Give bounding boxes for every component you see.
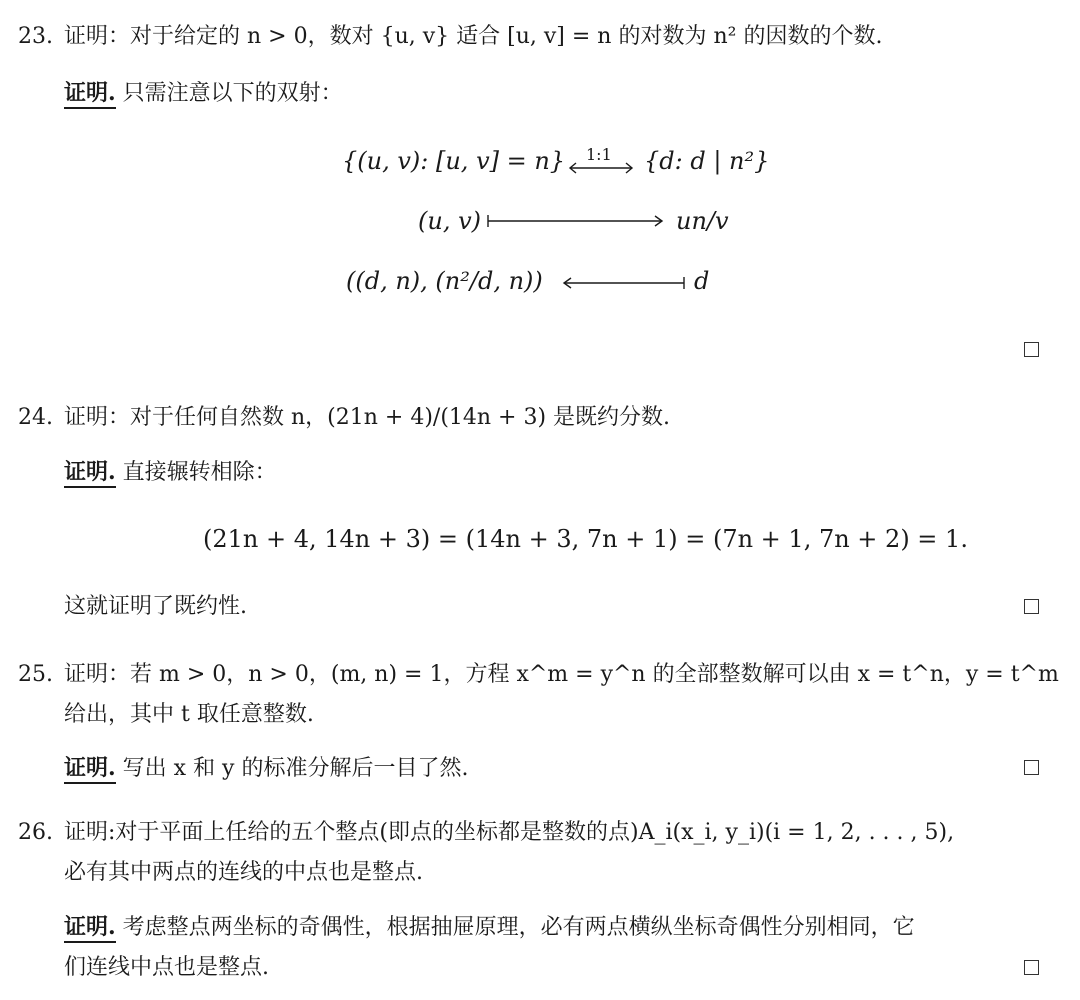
proof-label: 证明. bbox=[64, 755, 116, 784]
item-24-number: 24. bbox=[18, 405, 53, 430]
qed-square-icon bbox=[1024, 599, 1039, 614]
item-26-statement-line1: 证明:对于平面上任给的五个整点(即点的坐标都是整数的点)A_i(x_i, y_i)(i = 1, 2, . . . , 5), bbox=[64, 820, 955, 845]
proof-text: 直接辗转相除： bbox=[122, 460, 277, 485]
euclid-equation: (21n + 4, 14n + 3) = (14n + 3, 7n + 1) = (7n + 1, 7n + 2) = 1. bbox=[203, 525, 968, 553]
item-26-number: 26. bbox=[18, 820, 53, 845]
bijection-arrow-label: 1:1 bbox=[586, 145, 612, 164]
proof-text: 写出 x 和 y 的标准分解后一目了然. bbox=[122, 756, 469, 781]
item-25-statement-line2: 给出，其中 t 取任意整数. bbox=[64, 702, 314, 727]
item-26-statement-line2: 必有其中两点的连线的中点也是整点. bbox=[64, 860, 423, 885]
bijection-right-set: {d: d | n²} bbox=[644, 147, 770, 175]
item-23-number: 23. bbox=[18, 24, 53, 49]
maps-to-arrow-icon bbox=[486, 214, 666, 228]
map-back-to: ((d, n), (n²/d, n)) bbox=[346, 267, 543, 295]
proof-text: 只需注意以下的双射： bbox=[122, 81, 343, 106]
item-25-number: 25. bbox=[18, 662, 53, 687]
maps-from-arrow-icon bbox=[562, 276, 686, 290]
map-forward-from: (u, v) bbox=[418, 207, 481, 235]
item-24-proof bbox=[64, 457, 277, 488]
item-23-statement: 证明：对于给定的 n > 0，数对 {u, v} 适合 [u, v] = n 的对数为 n² 的因数的个数. bbox=[64, 24, 883, 49]
proof-text-line1: 考虑整点两坐标的奇偶性，根据抽屉原理，必有两点横纵坐标奇偶性分别相同，它 bbox=[122, 915, 915, 940]
proof-label: 证明. bbox=[64, 914, 116, 943]
map-back-from: d bbox=[694, 267, 710, 295]
qed-square-icon bbox=[1024, 960, 1039, 975]
item-26-proof-line2: 们连线中点也是整点. bbox=[64, 955, 269, 980]
item-23-proof bbox=[64, 78, 343, 109]
qed-square-icon bbox=[1024, 760, 1039, 775]
item-25-statement-line1: 证明：若 m > 0，n > 0，(m, n) = 1，方程 x^m = y^n 的全部整数解可以由 x = t^n，y = t^m bbox=[64, 662, 1059, 687]
item-24-statement: 证明：对于任何自然数 n，(21n + 4)/(14n + 3) 是既约分数. bbox=[64, 405, 671, 430]
proof-label: 证明. bbox=[64, 80, 116, 109]
item-24-conclusion: 这就证明了既约性. bbox=[64, 594, 247, 619]
double-arrow-icon bbox=[568, 162, 634, 174]
item-25-proof bbox=[64, 753, 468, 784]
item-26-proof bbox=[64, 912, 915, 943]
proof-label: 证明. bbox=[64, 459, 116, 488]
map-forward-to: un/v bbox=[676, 207, 729, 235]
qed-square-icon bbox=[1024, 342, 1039, 357]
bijection-left-set: {(u, v): [u, v] = n} bbox=[342, 147, 566, 175]
